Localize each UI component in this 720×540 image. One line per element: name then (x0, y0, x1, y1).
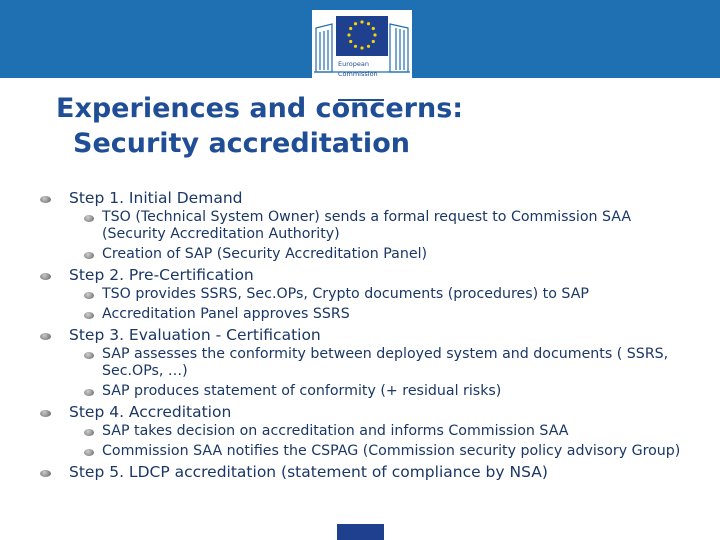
sub-item (69, 383, 690, 400)
logo-text-line2: Commission (338, 70, 378, 78)
slide-title-line1: Experiences and concerns: (56, 93, 464, 124)
sub-bullet-icon (84, 429, 94, 436)
step-4 (30, 403, 690, 460)
slide-title-line2: Security accreditation (73, 128, 410, 159)
sub-item (69, 209, 690, 243)
logo-text-line1: European (338, 60, 369, 68)
step-5 (30, 463, 690, 482)
sub-item-text: Commission SAA notifies the CSPAG (Commission security policy advisory Group) (102, 443, 681, 459)
sub-item (69, 286, 690, 303)
footer-block (337, 524, 384, 540)
step-2-text: Step 2. Pre-Certification (69, 266, 254, 284)
sub-bullet-icon (84, 252, 94, 259)
slide-title (56, 91, 463, 161)
bullet-icon (40, 410, 51, 417)
sub-item-text: SAP assesses the conformity between deployed system and documents ( SSRS, Sec.OPs, …) (102, 346, 669, 379)
sub-bullet-icon (84, 352, 94, 359)
sub-item-text: TSO (Technical System Owner) sends a formal request to Commission SAA (Security Accreditation Authority) (102, 209, 632, 242)
sub-bullet-icon (84, 312, 94, 319)
sub-bullet-icon (84, 215, 94, 222)
sub-item-text: TSO provides SSRS, Sec.OPs, Crypto documents (procedures) to SAP (102, 286, 589, 302)
sub-item-text: Creation of SAP (Security Accreditation Panel) (102, 246, 428, 262)
step-1 (30, 189, 690, 263)
sub-bullet-icon (84, 292, 94, 299)
step-1-subitems (69, 209, 690, 263)
bullet-icon (40, 196, 51, 203)
sub-bullet-icon (84, 449, 94, 456)
sub-item (69, 423, 690, 440)
step-3 (30, 326, 690, 400)
step-4-subitems (69, 423, 690, 460)
bullet-icon (40, 333, 51, 340)
sub-item-text: Accreditation Panel approves SSRS (102, 306, 350, 322)
sub-item-text: SAP takes decision on accreditation and informs Commission SAA (102, 423, 569, 439)
step-3-subitems (69, 346, 690, 400)
step-2 (30, 266, 690, 323)
steps-list (30, 189, 690, 483)
step-5-text: Step 5. LDCP accreditation (statement of compliance by NSA) (69, 463, 548, 481)
step-3-text: Step 3. Evaluation - Certification (69, 326, 321, 344)
sub-item (69, 346, 690, 380)
sub-bullet-icon (84, 389, 94, 396)
sub-item-text: SAP produces statement of conformity (+ residual risks) (102, 383, 502, 399)
sub-item (69, 246, 690, 263)
step-1-text: Step 1. Initial Demand (69, 189, 243, 207)
sub-item (69, 443, 690, 460)
european-commission-logo (312, 10, 412, 90)
step-4-text: Step 4. Accreditation (69, 403, 232, 421)
bullet-icon (40, 470, 51, 477)
sub-item (69, 306, 690, 323)
step-2-subitems (69, 286, 690, 323)
bullet-icon (40, 273, 51, 280)
